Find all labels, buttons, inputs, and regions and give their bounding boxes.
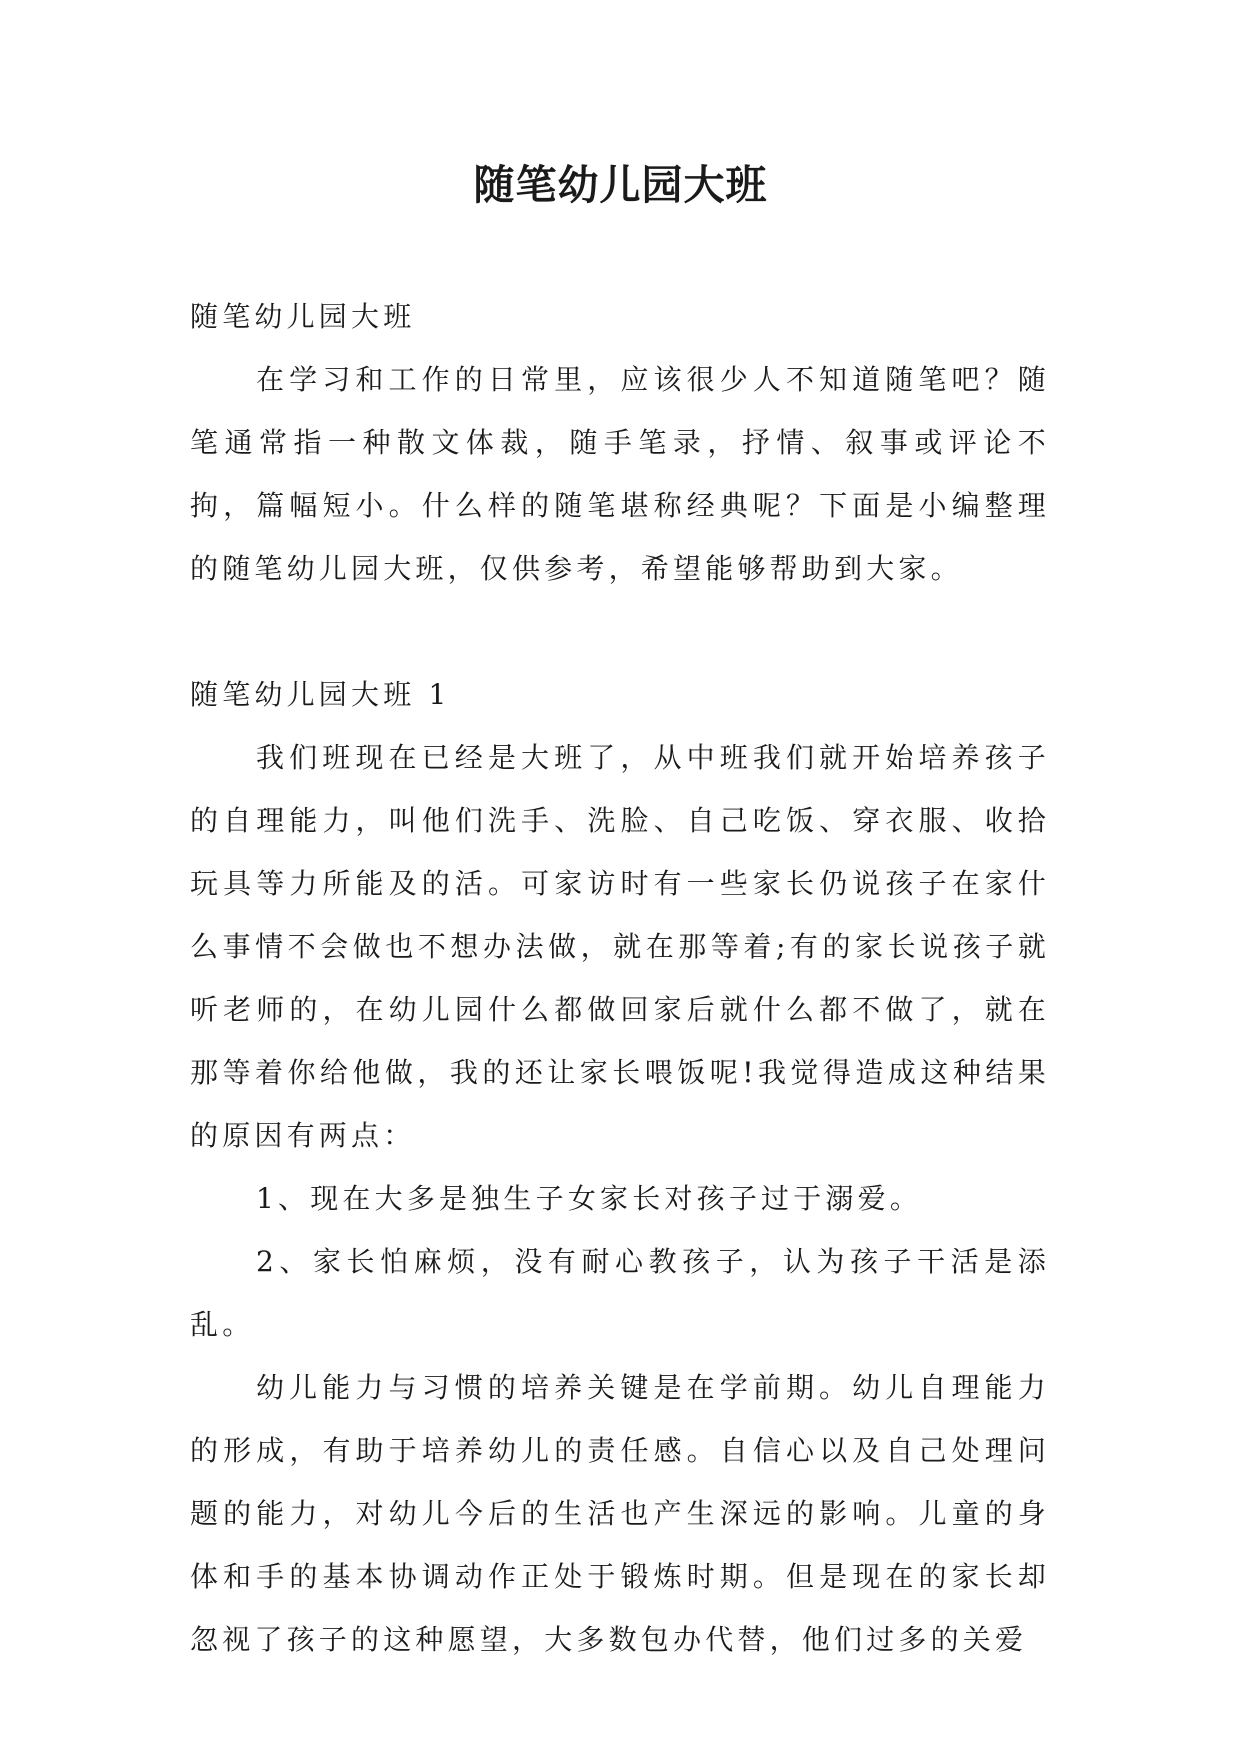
list-item: 2、家长怕麻烦，没有耐心教孩子，认为孩子干活是添乱。 xyxy=(190,1245,1050,1341)
body-paragraph: 幼儿能力与习惯的培养关键是在学前期。幼儿自理能力的形成，有助于培养幼儿的责任感。自信心以及自己处理问题的能力，对幼儿今后的生活也产生深远的影响。儿童的身体和手的基本协调动作正处于锻炼时期。但是现在的家长却忽视了孩子的这种愿望，大多数包办代替，他们过多的关爱 xyxy=(190,1371,1050,1656)
paragraph-gap xyxy=(190,600,1050,663)
document-body xyxy=(190,285,1050,1671)
list-item: 1、现在大多是独生子女家长对孩子过于溺爱。 xyxy=(256,1182,923,1215)
subtitle: 随笔幼儿园大班 xyxy=(190,300,416,333)
intro-paragraph: 在学习和工作的日常里，应该很少人不知道随笔吧？随笔通常指一种散文体裁，随手笔录，抒情、叙事或评论不拘，篇幅短小。什么样的随笔堪称经典呢？下面是小编整理的随笔幼儿园大班，仅供参考，希望能够帮助到大家。 xyxy=(190,363,1050,585)
document-title: 随笔幼儿园大班 xyxy=(473,161,768,209)
body-paragraph: 我们班现在已经是大班了，从中班我们就开始培养孩子的自理能力，叫他们洗手、洗脸、自己吃饭、穿衣服、收拾玩具等力所能及的活。可家访时有一些家长仍说孩子在家什么事情不会做也不想办法做，就在那等着;有的家长说孩子就听老师的，在幼儿园什么都做回家后就什么都不做了，就在那等着你给他做，我的还让家长喂饭呢!我觉得造成这种结果的原因有两点： xyxy=(190,741,1050,1152)
section-heading: 随笔幼儿园大班 1 xyxy=(190,678,451,711)
